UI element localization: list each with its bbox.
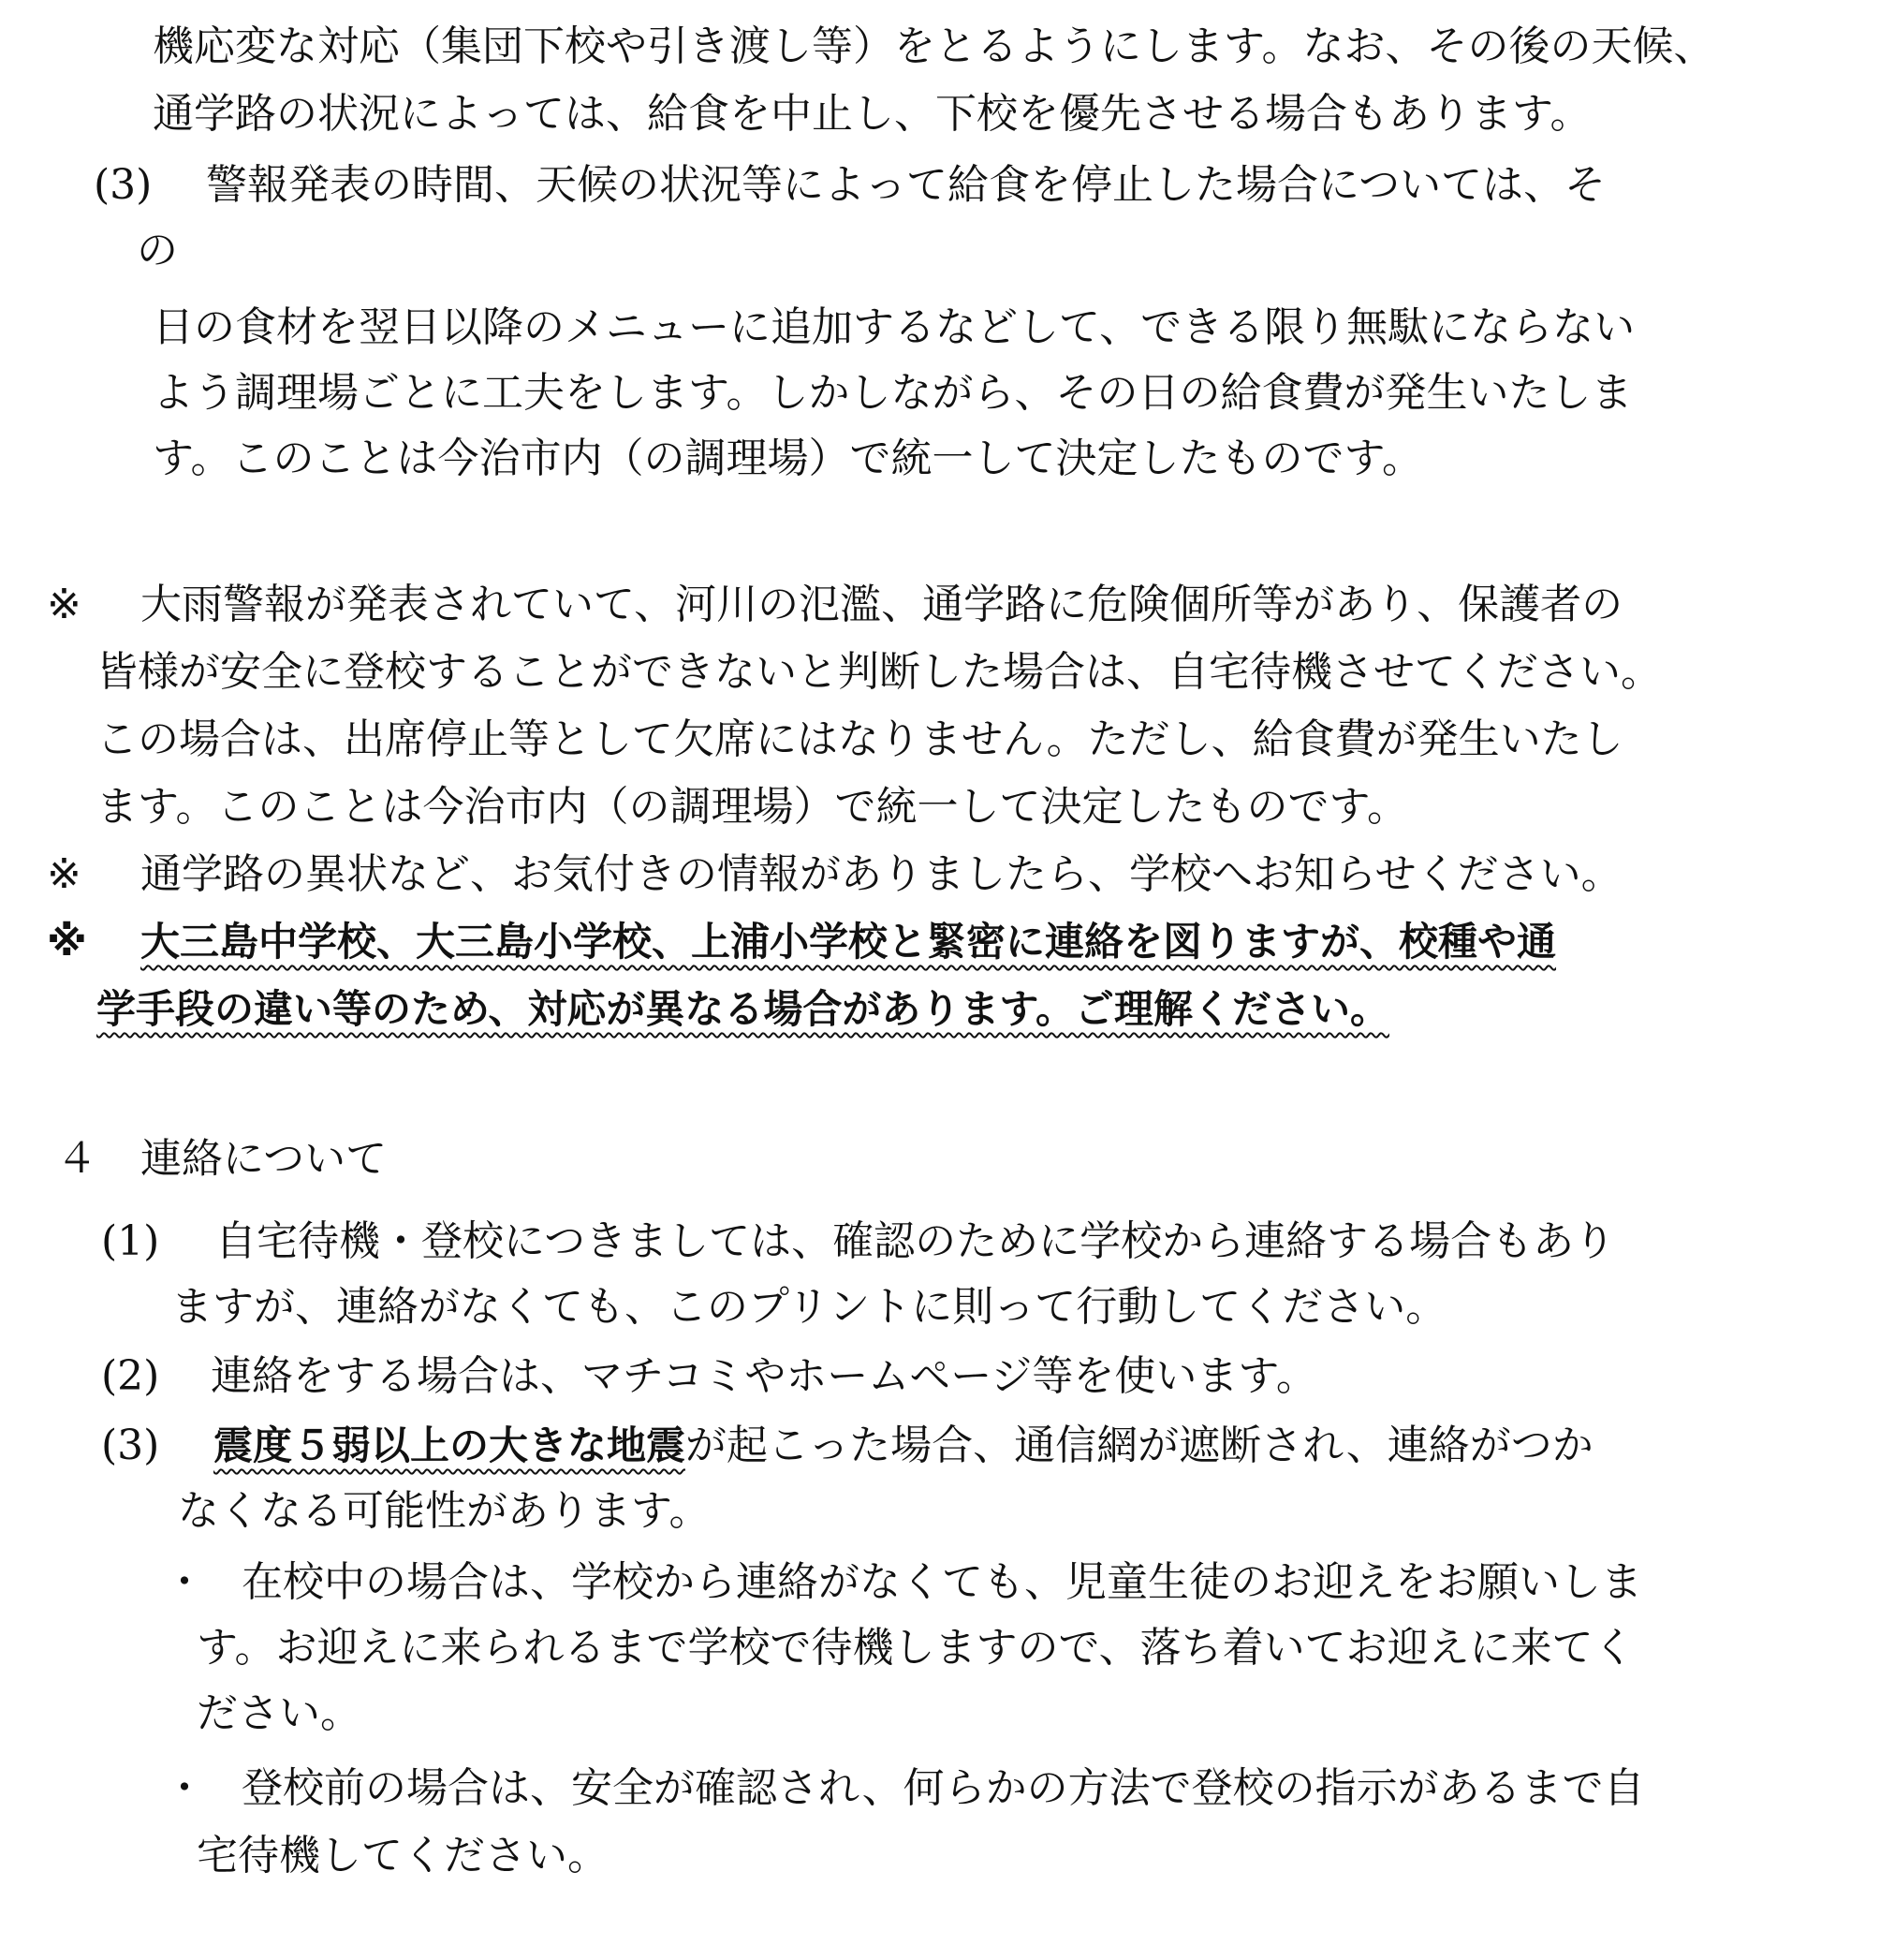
item-marker: (2) (101, 1352, 160, 1400)
text-line: 登校前の場合は、安全が確認され、何らかの方法で登校の指示があるまで自 (242, 1764, 1645, 1812)
emphasis-phrase: 震度５弱以上の大きな地震 (213, 1422, 686, 1468)
text-line: 日の食材を翌日以降のメニューに追加するなどして、できる限り無駄にならない (153, 303, 1636, 351)
section-number: ４ (56, 1135, 97, 1183)
text-line (213, 1418, 1594, 1474)
text-line: なくなる可能性があります。 (178, 1487, 711, 1535)
text-line: す。お迎えに来られるまで学校で待機しますので、落ち着いてお迎えに来てく (197, 1624, 1635, 1672)
text-line: よう調理場ごとに工夫をします。しかしながら、その日の給食費が発生いたしま (153, 369, 1633, 417)
text-line: 機応変な対応（集団下校や引き渡し等）をとるようにします。なお、その後の天候、 (153, 22, 1715, 70)
note-mark: ※ (47, 581, 81, 628)
note-mark: ※ (47, 850, 81, 898)
text-line: の (137, 227, 178, 274)
emphasis-line: 学手段の違い等のため、対応が異なる場合があります。ご理解ください。 (96, 986, 1389, 1032)
text-line: ださい。 (197, 1689, 361, 1737)
text-line: す。このことは今治市内（の調理場）で統一して決定したものです。 (153, 435, 1423, 482)
item-marker: (3) (94, 161, 153, 209)
item-marker: (3) (101, 1422, 160, 1469)
bullet-icon: ・ (164, 1764, 205, 1812)
text-line: ますが、連絡がなくても、このプリントに則って行動してください。 (171, 1283, 1447, 1331)
text-line: 皆様が安全に登校することができないと判断した場合は、自宅待機させてください。 (96, 648, 1662, 696)
note-mark: ※ (47, 918, 87, 965)
bullet-icon: ・ (164, 1558, 205, 1606)
text-line: 自宅待機・登校につきましては、確認のために学校から連絡する場合もあり (215, 1217, 1616, 1265)
text-line: 警報発表の時間、天候の状況等によって給食を停止した場合については、そ (206, 161, 1607, 209)
item-marker: (1) (101, 1217, 160, 1265)
emphasis-line: 大三島中学校、大三島小学校、上浦小学校と緊密に連絡を図りますが、校種や通 (140, 919, 1557, 965)
text-line: 大雨警報が発表されていて、河川の氾濫、通学路に危険個所等があり、保護者の (140, 581, 1623, 628)
text-line: 通学路の状況によっては、給食を中止し、下校を優先させる場合もあります。 (153, 90, 1592, 138)
text-line: この場合は、出席停止等として欠席にはなりません。ただし、給食費が発生いたし (96, 715, 1623, 763)
text-line: 連絡をする場合は、マチコミやホームページ等を使います。 (211, 1352, 1317, 1400)
section-heading: 連絡について (140, 1135, 388, 1183)
text-line: 宅待機してください。 (197, 1832, 609, 1879)
text-line: ます。このことは今治市内（の調理場）で統一して決定したものです。 (96, 783, 1408, 831)
text-line: 在校中の場合は、学校から連絡がなくても、児童生徒のお迎えをお願いしま (242, 1558, 1642, 1606)
text-line: 通学路の異状など、お気付きの情報がありましたら、学校へお知らせください。 (140, 850, 1623, 898)
text-span: が起こった場合、通信網が遮断され、連絡がつか (685, 1422, 1594, 1469)
